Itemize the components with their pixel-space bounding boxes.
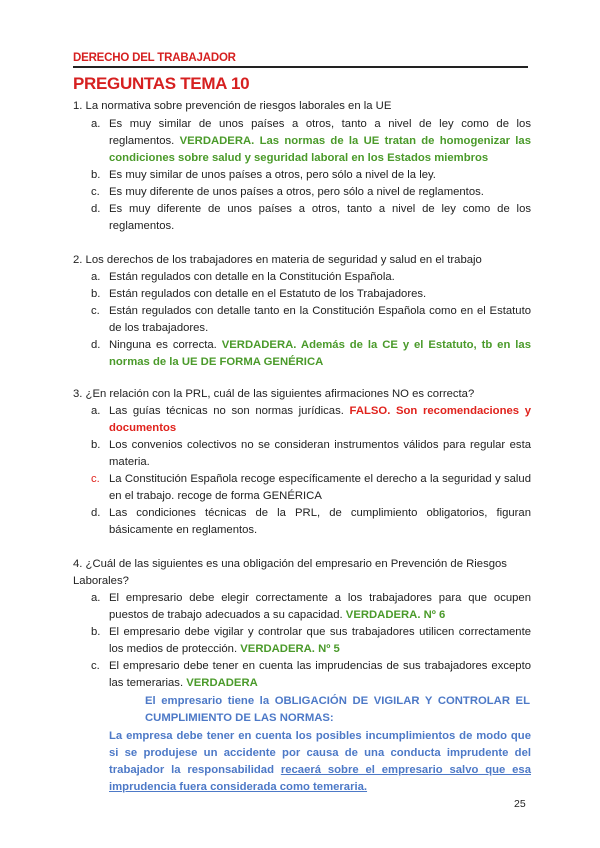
- q1-option-c: [91, 184, 531, 201]
- answer-note: FALSO. Son recomendaciones y documentos: [109, 405, 531, 434]
- option-letter: b.: [91, 169, 101, 181]
- question-2: 2. Los derechos de los trabajadores en materia de seguridad y salud en el trabajo: [73, 254, 482, 266]
- option-text: Es muy diferente de unos países a otros, pero sólo a nivel de reglamentos.: [109, 186, 484, 198]
- q4-option-c: [91, 658, 531, 692]
- option-text: Ninguna es correcta.: [109, 339, 217, 351]
- option-letter: a.: [91, 271, 101, 283]
- option-text: Las condiciones técnicas de la PRL, de cumplimiento obligatorios, figuran básicamente en reglamentos.: [109, 507, 531, 536]
- q2-option-c: [91, 303, 531, 337]
- option-text: Es muy similar de unos países a otros, tanto a nivel de ley como de los reglamentos.: [109, 118, 531, 147]
- option-letter: c.: [91, 660, 100, 672]
- q3-option-d: [91, 505, 531, 539]
- explanation-heading: El empresario tiene la OBLIGACIÓN DE VIGILAR Y CONTROLAR EL CUMPLIMIENTO DE LAS NORMAS:: [145, 695, 530, 724]
- answer-note: VERDADERA. Nº 5: [240, 643, 340, 655]
- option-text: Es muy similar de unos países a otros, pero sólo a nivel de la ley.: [109, 169, 436, 181]
- explanation-body: [109, 728, 531, 796]
- option-text: Están regulados con detalle en la Constitución Española.: [109, 271, 395, 283]
- q4-option-a: [91, 590, 531, 624]
- answer-note: VERDADERA. Nº 6: [345, 609, 446, 621]
- option-text: Es muy diferente de unos países a otros, tanto a nivel de ley como de los reglamentos.: [109, 203, 531, 232]
- option-text: El empresario debe elegir correctamente a los trabajadores para que ocupen puestos de trabajo adecuados a su capacidad.: [109, 592, 531, 621]
- option-letter: a.: [91, 592, 101, 604]
- option-text: Están regulados con detalle en el Estatuto de los Trabajadores.: [109, 288, 427, 300]
- option-letter: d.: [91, 339, 101, 351]
- q3-option-b: [91, 437, 531, 471]
- option-text: El empresario debe tener en cuenta las imprudencias de sus trabajadores excepto las temerarias.: [109, 660, 531, 689]
- answer-note: VERDADERA: [186, 677, 258, 689]
- q4-option-b: [91, 624, 531, 658]
- option-letter: a.: [91, 405, 101, 417]
- question-4: 4. ¿Cuál de las siguientes es una obligación del empresario en Prevención de Riesgos Laborales?: [73, 558, 507, 587]
- explanation-underlined-text: recaerá sobre el empresario salvo que esa imprudencia fuera considerada como temeraria.: [109, 764, 531, 793]
- q2-option-a: [91, 269, 531, 286]
- heading-rule: [73, 66, 528, 68]
- option-letter: d.: [91, 507, 101, 519]
- option-text: Los convenios colectivos no se consideran instrumentos válidos para regular esta materia.: [109, 439, 531, 468]
- q2-option-b: [91, 286, 531, 303]
- question-3: 3. ¿En relación con la PRL, cuál de las siguientes afirmaciones NO es correcta?: [73, 388, 475, 400]
- answer-note: VERDADERA. Las normas de la UE tratan de homogenizar las condiciones sobre salud y seguridad laboral en los Estados miembros: [109, 135, 532, 164]
- option-letter: b.: [91, 439, 101, 451]
- q3-option-a: [91, 403, 531, 437]
- q1-option-b: [91, 167, 531, 184]
- q1-option-a: [91, 116, 531, 167]
- page-title: PREGUNTAS TEMA 10: [73, 74, 250, 93]
- q1-option-d: [91, 201, 531, 235]
- option-letter: c.: [91, 473, 100, 485]
- option-letter: c.: [91, 305, 100, 317]
- option-text: Las guías técnicas no son normas jurídicas.: [109, 405, 344, 417]
- option-text: Están regulados con detalle tanto en la Constitución Española como en el Estatuto de los trabajadores.: [109, 305, 531, 334]
- answer-note: VERDADERA. Además de la CE y el Estatuto, tb en las normas de la UE DE FORMA GENÉRICA: [109, 339, 531, 368]
- option-letter: a.: [91, 118, 101, 130]
- explanation-text: La empresa debe tener en cuenta los posibles incumplimientos de modo que si se produjese un accidente por causa de una conducta imprudente del trabajador la responsabilidad: [109, 730, 531, 776]
- q2-option-d: [91, 337, 531, 371]
- option-text: La Constitución Española recoge específicamente el derecho a la seguridad y salud en el trabajo. recoge de forma GENÉRICA: [109, 473, 531, 502]
- option-letter: b.: [91, 626, 101, 638]
- q3-option-c: [91, 471, 531, 505]
- option-text: El empresario debe vigilar y controlar que sus trabajadores utilicen correctamente los medios de protección.: [109, 626, 531, 655]
- subject-heading: DERECHO DEL TRABAJADOR: [73, 52, 236, 64]
- question-1: 1. La normativa sobre prevención de riesgos laborales en la UE: [73, 100, 392, 112]
- page-number: 25: [514, 798, 526, 810]
- option-letter: b.: [91, 288, 101, 300]
- option-letter: c.: [91, 186, 100, 198]
- option-letter: d.: [91, 203, 101, 215]
